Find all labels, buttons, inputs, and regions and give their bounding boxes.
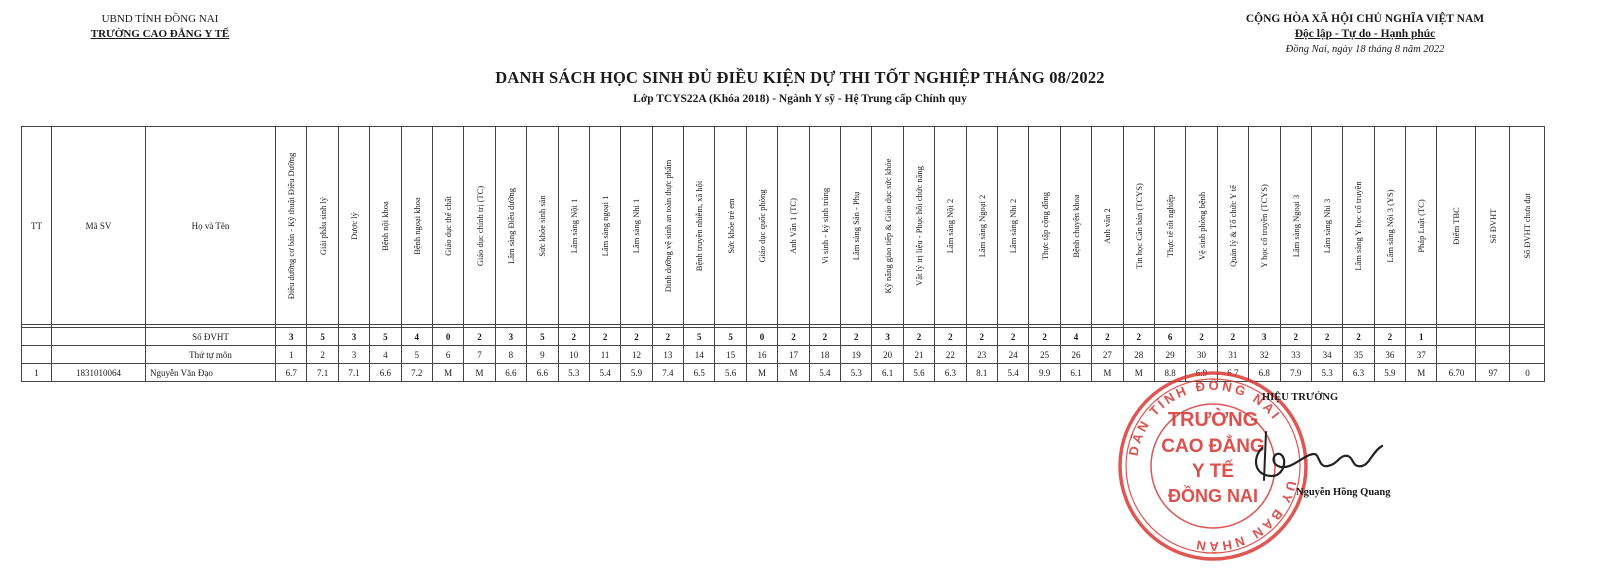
table-row-dvht	[22, 328, 1545, 346]
table-row	[22, 364, 1545, 382]
score-cell: 7.4	[652, 364, 683, 382]
dvht-cell: 2	[558, 328, 589, 346]
order-cell: 11	[589, 346, 620, 364]
order-cell: 3	[338, 346, 369, 364]
col-header-avg	[1437, 127, 1476, 325]
score-cell: 5.3	[558, 364, 589, 382]
student-tt: 1	[22, 364, 52, 382]
score-cell: M	[432, 364, 463, 382]
signer-name: Nguyễn Hồng Quang	[1296, 487, 1391, 498]
col-header-subject-label: Dược lý	[348, 211, 359, 240]
col-header-tt: TT	[22, 127, 52, 325]
dvht-cell: 5	[715, 328, 746, 346]
score-cell: 5.4	[589, 364, 620, 382]
order-cell: 8	[495, 346, 526, 364]
col-header-subject	[401, 127, 432, 325]
issuer-province: UBND TỈNH ĐỒNG NAI	[101, 13, 219, 25]
dvht-cell: 0	[432, 328, 463, 346]
col-header-subject	[903, 127, 934, 325]
col-header-subject-label: Lâm sàng Ngoại 2	[976, 194, 987, 257]
order-cell: 34	[1311, 346, 1342, 364]
col-header-subject	[841, 127, 872, 325]
col-header-subject-label: Bệnh truyền nhiễm, xã hội	[694, 180, 705, 271]
score-cell: 6.1	[872, 364, 903, 382]
col-header-subject-label: Anh văn 2	[1102, 207, 1113, 244]
col-header-subject-label: Y học cổ truyền (TCYS)	[1259, 183, 1270, 268]
col-header-subject	[684, 127, 715, 325]
dvht-cell: 5	[307, 328, 338, 346]
dvht-cell: 5	[684, 328, 715, 346]
score-cell: M	[464, 364, 495, 382]
table-row-order	[22, 346, 1545, 364]
handwritten-signature	[1244, 428, 1394, 490]
col-header-subject-label: Vi sinh - ký sinh trùng	[819, 187, 830, 264]
row-label-dvht: Số ĐVHT	[146, 328, 276, 346]
seal-line-4: ĐỒNG NAI	[1168, 486, 1258, 506]
col-header-missing-label: Số ĐVHT chưa đạt	[1522, 192, 1533, 259]
col-header-subject	[778, 127, 809, 325]
national-motto: Độc lập - Tự do - Hạnh phúc	[1294, 28, 1436, 40]
empty-cell	[1510, 346, 1545, 364]
dvht-cell: 2	[1280, 328, 1311, 346]
col-header-subject	[652, 127, 683, 325]
score-cell: M	[1123, 364, 1154, 382]
col-header-masv: Mã SV	[52, 127, 146, 325]
col-header-subject-label: Bệnh ngoại khoa	[411, 196, 422, 255]
col-header-subject	[276, 127, 307, 325]
col-header-missing	[1510, 127, 1545, 325]
order-cell: 17	[778, 346, 809, 364]
dvht-cell: 2	[1123, 328, 1154, 346]
seal-ring-left: UY BAN NHÂN	[1192, 479, 1300, 555]
order-cell: 5	[401, 346, 432, 364]
col-header-subject-label: Lâm sàng Sản - Phụ	[851, 191, 862, 260]
dvht-cell: 2	[464, 328, 495, 346]
dvht-cell: 2	[1029, 328, 1060, 346]
col-header-subject	[1029, 127, 1060, 325]
score-cell: M	[778, 364, 809, 382]
score-cell: 7.2	[401, 364, 432, 382]
col-header-subject-label: Lâm sàng Nội 2	[945, 198, 956, 253]
empty-cell	[52, 346, 146, 364]
dvht-cell: 4	[401, 328, 432, 346]
dvht-cell: 2	[841, 328, 872, 346]
col-header-subject	[809, 127, 840, 325]
order-cell: 18	[809, 346, 840, 364]
table-header-row	[22, 127, 1545, 325]
issuer-block	[60, 12, 260, 42]
dvht-cell: 2	[809, 328, 840, 346]
dvht-cell: 3	[872, 328, 903, 346]
col-header-subject	[1374, 127, 1405, 325]
col-header-subject-label: Lâm sàng Nhi 2	[1008, 198, 1019, 253]
row-label-order: Thứ tự môn	[146, 346, 276, 364]
col-header-subject	[495, 127, 526, 325]
col-header-subject-label: Sức khỏe sinh sản	[537, 194, 548, 257]
dvht-cell: 2	[1186, 328, 1217, 346]
col-header-subject	[1154, 127, 1185, 325]
score-cell: M	[746, 364, 777, 382]
national-title: CỘNG HÒA XÃ HỘI CHỦ NGHĨA VIỆT NAM	[1245, 13, 1485, 25]
col-header-subject	[1217, 127, 1248, 325]
col-header-subject-label: Lâm sàng ngoại 1	[600, 195, 611, 256]
col-header-subject	[872, 127, 903, 325]
col-header-subject	[1123, 127, 1154, 325]
dvht-cell: 2	[621, 328, 652, 346]
empty-cell	[1437, 346, 1476, 364]
empty-cell	[22, 346, 52, 364]
col-header-subject-label: Điều dưỡng cơ bản - Kỹ thuật Điều Dưỡng	[286, 152, 297, 299]
score-cell: 5.3	[841, 364, 872, 382]
col-header-subject	[464, 127, 495, 325]
score-cell: 6.6	[527, 364, 558, 382]
order-cell: 28	[1123, 346, 1154, 364]
col-header-subject	[307, 127, 338, 325]
score-cell: 5.3	[1311, 364, 1342, 382]
document-date: Đồng Nai, ngày 18 tháng 8 năm 2022	[1285, 44, 1445, 55]
col-header-subject	[1406, 127, 1437, 325]
score-cell: 9.9	[1029, 364, 1060, 382]
col-header-subject-label: Vật lý trị liệu - Phục hồi chức năng	[914, 165, 924, 286]
order-cell: 33	[1280, 346, 1311, 364]
dvht-cell: 1	[1406, 328, 1437, 346]
order-cell: 12	[621, 346, 652, 364]
col-header-subject-label: Dinh dưỡng vệ sinh an toàn thực phẩm	[662, 159, 673, 292]
col-header-subject-label: Thực tập cộng đồng	[1039, 191, 1050, 260]
col-header-subject	[1249, 127, 1280, 325]
col-header-subject-label: Giải phẫu sinh lý	[317, 196, 328, 255]
dvht-cell: 2	[1311, 328, 1342, 346]
order-cell: 1	[276, 346, 307, 364]
order-cell: 4	[370, 346, 401, 364]
dvht-cell: 2	[589, 328, 620, 346]
dvht-cell: 2	[1374, 328, 1405, 346]
col-header-subject-label: Pháp Luật (TC)	[1416, 198, 1427, 253]
order-cell: 35	[1343, 346, 1374, 364]
grade-table	[21, 126, 1545, 382]
order-cell: 9	[527, 346, 558, 364]
col-header-subject-label: Thực tế tốt nghiệp	[1165, 194, 1176, 257]
order-cell: 7	[464, 346, 495, 364]
col-header-subject	[746, 127, 777, 325]
order-cell: 21	[903, 346, 934, 364]
document-subtitle: Lớp TCYS22A (Khóa 2018) - Ngành Y sỹ - Hệ Trung cấp Chính quy	[633, 93, 967, 105]
col-header-total	[1476, 127, 1510, 325]
dvht-cell: 2	[1343, 328, 1374, 346]
col-header-subject-label: Lâm sàng Nội 3 (YS)	[1384, 188, 1395, 263]
seal-line-2: CAO ĐẲNG	[1161, 436, 1265, 457]
col-header-subject-label: Giáo dục chính trị (TC)	[474, 185, 485, 266]
col-header-subject	[1343, 127, 1374, 325]
order-cell: 26	[1060, 346, 1091, 364]
col-header-subject-label: Lâm sàng Y học cổ truyền	[1353, 180, 1364, 271]
document-title: DANH SÁCH HỌC SINH ĐỦ ĐIỀU KIỆN DỰ THI TỐT NGHIỆP THÁNG 08/2022	[495, 68, 1105, 87]
col-header-avg-label: Điểm TBC	[1451, 206, 1462, 245]
order-cell: 30	[1186, 346, 1217, 364]
score-cell: 6.3	[935, 364, 966, 382]
col-header-subject-label: Lâm sàng Nội 1	[568, 198, 579, 253]
dvht-cell: 2	[966, 328, 997, 346]
dvht-cell: 3	[338, 328, 369, 346]
student-id: 1831010064	[52, 364, 146, 382]
dvht-cell: 5	[370, 328, 401, 346]
empty-cell	[22, 328, 52, 346]
col-header-subject-label: Bệnh nội khoa	[380, 200, 391, 251]
dvht-cell: 2	[935, 328, 966, 346]
student-avg: 6.70	[1437, 364, 1476, 382]
order-cell: 36	[1374, 346, 1405, 364]
col-header-subject	[715, 127, 746, 325]
score-cell: 6.6	[495, 364, 526, 382]
order-cell: 24	[997, 346, 1028, 364]
order-cell: 16	[746, 346, 777, 364]
national-header	[1220, 12, 1510, 57]
order-cell: 2	[307, 346, 338, 364]
col-header-name: Họ và Tên	[146, 127, 276, 325]
col-header-subject	[1311, 127, 1342, 325]
col-header-subject	[1060, 127, 1091, 325]
order-cell: 22	[935, 346, 966, 364]
order-cell: 31	[1217, 346, 1248, 364]
order-cell: 10	[558, 346, 589, 364]
col-header-subject-label: Vệ sinh phòng bệnh	[1196, 191, 1207, 260]
col-header-subject-label: Anh Văn 1 (TC)	[788, 197, 799, 254]
order-cell: 19	[841, 346, 872, 364]
seal-ring-right: DÂN TỈNH ĐỒNG NAI	[1125, 377, 1285, 458]
col-header-subject	[997, 127, 1028, 325]
order-cell: 6	[432, 346, 463, 364]
order-cell: 32	[1249, 346, 1280, 364]
col-header-subject	[370, 127, 401, 325]
empty-cell	[1437, 328, 1476, 346]
score-cell: M	[1092, 364, 1123, 382]
empty-cell	[1476, 328, 1510, 346]
order-cell: 37	[1406, 346, 1437, 364]
col-header-subject	[558, 127, 589, 325]
score-cell: 6.7	[1217, 364, 1248, 382]
score-cell: 6.9	[1186, 364, 1217, 382]
score-cell: 6.3	[1343, 364, 1374, 382]
dvht-cell: 2	[997, 328, 1028, 346]
col-header-subject-label: Bệnh chuyên khoa	[1070, 193, 1081, 258]
score-cell: 5.4	[997, 364, 1028, 382]
score-cell: 6.7	[276, 364, 307, 382]
dvht-cell: 2	[903, 328, 934, 346]
dvht-cell: 4	[1060, 328, 1091, 346]
score-cell: 6.8	[1249, 364, 1280, 382]
dvht-cell: 6	[1154, 328, 1185, 346]
col-header-subject	[966, 127, 997, 325]
col-header-subject	[589, 127, 620, 325]
score-cell: 6.1	[1060, 364, 1091, 382]
order-cell: 23	[966, 346, 997, 364]
col-header-subject-label: Sức khỏe trẻ em	[725, 197, 736, 254]
score-cell: 5.9	[621, 364, 652, 382]
order-cell: 20	[872, 346, 903, 364]
score-cell: 8.8	[1154, 364, 1185, 382]
col-header-subject-label: Tin học Căn bản (TCYS)	[1133, 182, 1144, 269]
order-cell: 15	[715, 346, 746, 364]
score-cell: 7.1	[338, 364, 369, 382]
empty-cell	[1510, 328, 1545, 346]
col-header-subject	[338, 127, 369, 325]
col-header-subject	[1092, 127, 1123, 325]
score-cell: 5.6	[903, 364, 934, 382]
dvht-cell: 3	[495, 328, 526, 346]
seal-line-1: TRƯỜNG	[1167, 409, 1259, 431]
col-header-subject	[1186, 127, 1217, 325]
issuer-school: TRƯỜNG CAO ĐẲNG Y TẾ	[90, 28, 230, 40]
dvht-cell: 2	[778, 328, 809, 346]
col-header-subject	[935, 127, 966, 325]
col-header-subject-label: Quản lý & Tổ chức Y tế	[1227, 184, 1238, 267]
empty-cell	[52, 328, 146, 346]
col-header-subject-label: Giáo dục thể chất	[443, 195, 454, 256]
col-header-subject-label: Lâm sàng Nhi 1	[631, 198, 642, 253]
score-cell: 5.6	[715, 364, 746, 382]
score-cell: M	[1406, 364, 1437, 382]
student-missing: 0	[1510, 364, 1545, 382]
col-header-subject-label: Lâm sàng Nhi 3	[1322, 198, 1333, 253]
dvht-cell: 3	[1249, 328, 1280, 346]
col-header-subject-label: Kỹ năng giao tiếp & Giáo dục sức khỏe	[882, 158, 893, 293]
col-header-subject-label: Lâm sàng Điều dưỡng	[505, 187, 516, 264]
order-cell: 14	[684, 346, 715, 364]
seal-line-3: Y TẾ	[1192, 461, 1234, 482]
col-header-total-label: Số ĐVHT	[1487, 208, 1498, 243]
col-header-subject	[432, 127, 463, 325]
score-cell: 7.9	[1280, 364, 1311, 382]
dvht-cell: 2	[652, 328, 683, 346]
score-cell: 6.5	[684, 364, 715, 382]
col-header-subject	[527, 127, 558, 325]
col-header-subject-label: Lâm sàng Ngoại 3	[1290, 194, 1301, 257]
order-cell: 29	[1154, 346, 1185, 364]
dvht-cell: 2	[1217, 328, 1248, 346]
col-header-subject	[1280, 127, 1311, 325]
signer-title: HIỆU TRƯỞNG	[1262, 392, 1339, 403]
score-cell: 8.1	[966, 364, 997, 382]
dvht-cell: 0	[746, 328, 777, 346]
order-cell: 13	[652, 346, 683, 364]
score-cell: 5.9	[1374, 364, 1405, 382]
dvht-cell: 5	[527, 328, 558, 346]
empty-cell	[1476, 346, 1510, 364]
student-total: 97	[1476, 364, 1510, 382]
score-cell: 7.1	[307, 364, 338, 382]
col-header-subject-label: Giáo dục quốc phòng	[757, 189, 768, 262]
col-header-subject	[621, 127, 652, 325]
dvht-cell: 3	[276, 328, 307, 346]
student-name: Nguyễn Văn Đạo	[146, 364, 276, 382]
order-cell: 27	[1092, 346, 1123, 364]
dvht-cell: 2	[1092, 328, 1123, 346]
order-cell: 25	[1029, 346, 1060, 364]
score-cell: 6.6	[370, 364, 401, 382]
score-cell: 5.4	[809, 364, 840, 382]
